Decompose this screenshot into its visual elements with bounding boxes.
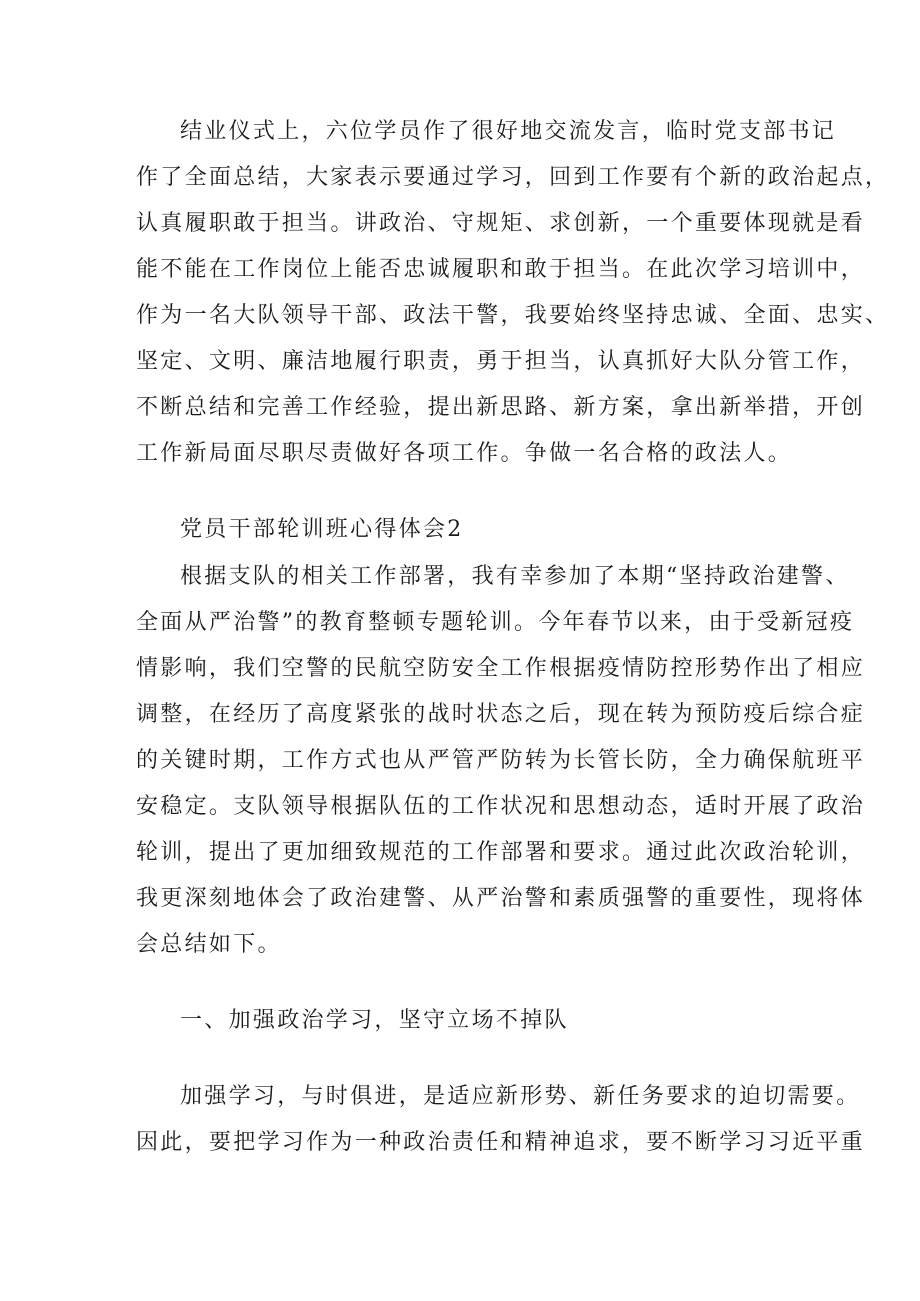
paragraph-2-line-4: 调整，在经历了高度紧张的战时状态之后，现在转为预防疫后综合症 [136, 702, 866, 727]
paragraph-2-line-7: 轮训，提出了更加细致规范的工作部署和要求。通过此次政治轮训， [136, 840, 866, 865]
paragraph-1-line-1: 结业仪式上，六位学员作了很好地交流发言，临时党支部书记 [180, 119, 837, 144]
paragraph-2-line-2: 全面从严治警”的教育整顿专题轮训。今年春节以来，由于受新冠疫 [136, 610, 855, 635]
section-title: 党员干部轮训班心得体会2 [180, 517, 464, 542]
paragraph-1-line-5: 作为一名大队领导干部、政法干警，我要始终坚持忠诚、全面、忠实、 [136, 303, 890, 328]
paragraph-3-line-2: 因此，要把学习作为一种政治责任和精神追求，要不断学习习近平重 [136, 1130, 866, 1155]
paragraph-2-line-5: 的关键时期，工作方式也从严管严防转为长管长防，全力确保航班平 [136, 748, 866, 773]
paragraph-2-line-8: 我更深刻地体会了政治建警、从严治警和素质强警的重要性，现将体 [136, 886, 866, 911]
paragraph-1-line-7: 不断总结和完善工作经验，提出新思路、新方案，拿出新举措，开创 [136, 395, 866, 420]
paragraph-3-line-1: 加强学习，与时俱进，是适应新形势、新任务要求的迫切需要。 [180, 1084, 861, 1109]
paragraph-1-line-2: 作了全面总结，大家表示要通过学习，回到工作要有个新的政治起点， [136, 165, 890, 190]
paragraph-1-line-8: 工作新局面尽职尽责做好各项工作。争做一名合格的政法人。 [136, 441, 793, 466]
paragraph-1-line-4: 能不能在工作岗位上能否忠诚履职和敢于担当。在此次学习培训中， [136, 257, 866, 282]
paragraph-2-line-3: 情影响，我们空警的民航空防安全工作根据疫情防控形势作出了相应 [136, 656, 866, 681]
paragraph-2-line-6: 安稳定。支队领导根据队伍的工作状况和思想动态，适时开展了政治 [136, 794, 866, 819]
heading-one: 一、加强政治学习，坚守立场不掉队 [180, 1008, 569, 1033]
paragraph-1-line-3: 认真履职敢于担当。讲政治、守规矩、求创新，一个重要体现就是看 [136, 211, 866, 236]
paragraph-2-line-1: 根据支队的相关工作部署，我有幸参加了本期“坚持政治建警、 [180, 564, 850, 589]
paragraph-2-line-9: 会总结如下。 [136, 932, 282, 957]
paragraph-1-line-6: 坚定、文明、廉洁地履行职责，勇于担当，认真抓好大队分管工作， [136, 349, 866, 374]
